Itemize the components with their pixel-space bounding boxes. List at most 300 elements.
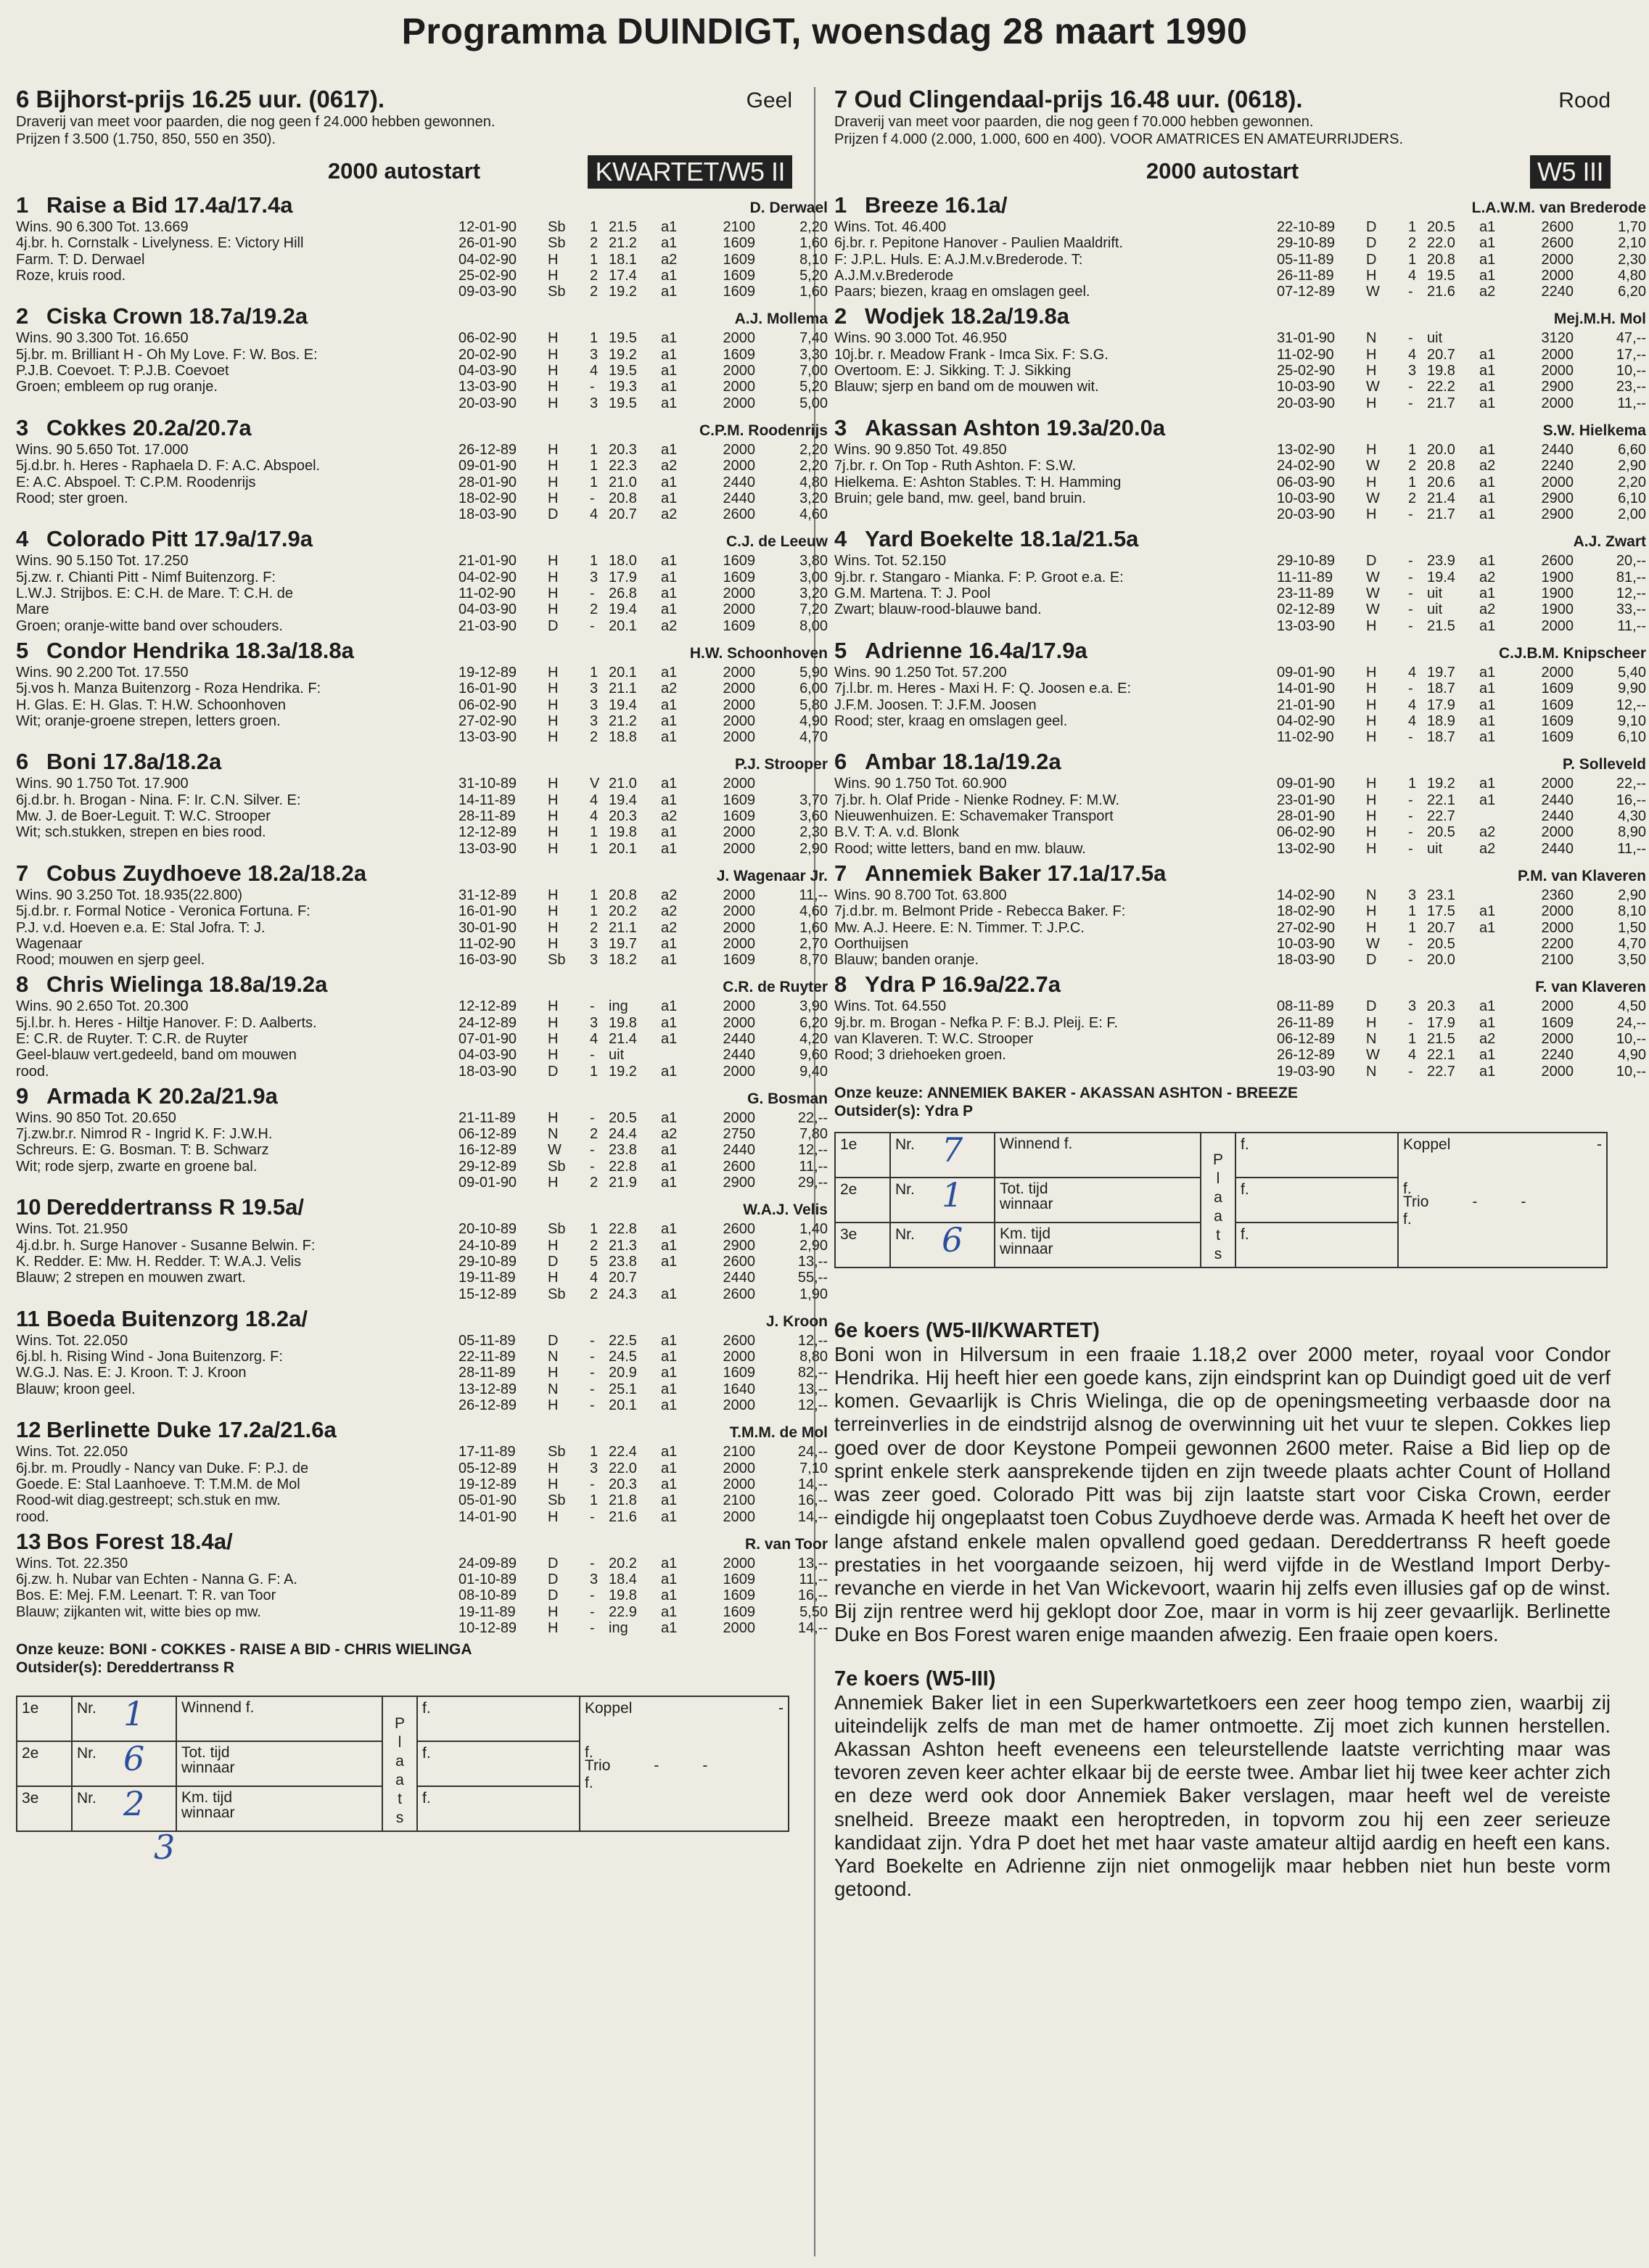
start-cell: a1	[1479, 474, 1496, 490]
horse-name: Ydra P 16.9a/22.7a	[865, 971, 1061, 998]
start-cell: H	[1366, 808, 1377, 825]
start-cell: 10-03-90	[1277, 379, 1336, 395]
horse-entry	[834, 748, 1646, 857]
horse-entry	[16, 1416, 828, 1525]
horse-info	[834, 525, 1277, 633]
start-row	[1277, 729, 1646, 745]
horse-info	[16, 303, 458, 411]
start-cell: 21.2	[609, 712, 637, 729]
start-cell: 15-12-89	[458, 1286, 517, 1302]
start-row	[1277, 490, 1646, 506]
start-cell: 20.7	[1427, 346, 1455, 363]
horse-name: Condor Hendrika 18.3a/18.8a	[46, 637, 354, 663]
start-cell: 2900	[723, 1237, 755, 1254]
start-cell: 19.8	[609, 824, 637, 841]
start-cell: a1	[1479, 219, 1496, 235]
start-cell: 20.2	[609, 903, 637, 920]
horse-entry	[16, 1193, 828, 1302]
bet-type-badge: KWARTET/W5 II	[588, 155, 792, 189]
start-cell: 20.3	[609, 808, 637, 825]
horse-detail: Rood; ster groen.	[16, 490, 128, 506]
trio-dash: -	[1472, 1193, 1478, 1210]
start-cell: a1	[661, 1620, 678, 1636]
trainer-name: G. Bosman	[747, 1090, 828, 1107]
trio-line	[1403, 1193, 1602, 1211]
start-cell: a1	[661, 395, 678, 411]
horse-entry	[834, 303, 1646, 411]
start-cell: 19.8	[609, 1014, 637, 1031]
start-cell: 1	[590, 1221, 599, 1238]
start-type: 2000 autostart	[327, 158, 481, 184]
start-cell: a1	[661, 792, 678, 808]
race-description: Draverij van meet voor paarden, die nog geen f 70.000 hebben gewonnen.	[834, 114, 1314, 130]
start-cell: -	[590, 1555, 595, 1571]
start-cell: D	[1366, 235, 1377, 252]
start-cell: 1609	[723, 553, 755, 570]
handwritten-extra: 3	[154, 1828, 176, 1868]
trainer-name: C.J. de Leeuw	[725, 533, 828, 551]
start-cell: 20.7	[609, 506, 637, 523]
start-cell: 2600	[723, 1221, 755, 1238]
start-row	[1277, 506, 1646, 522]
horse-detail: 9j.br. m. Brogan - Nefka P. F: B.J. Pleij. E: F.	[834, 1014, 1118, 1031]
start-cell: -	[1408, 1063, 1413, 1080]
start-cell: H	[1366, 474, 1377, 490]
result-desc-line: Winnend f.	[181, 1699, 255, 1717]
start-cell: 2000	[723, 776, 755, 792]
start-row	[1277, 601, 1646, 617]
horse-name: Cobus Zuydhoeve 18.2a/18.2a	[46, 860, 367, 886]
start-header	[834, 152, 1611, 189]
start-cell: 1609	[1541, 729, 1574, 746]
start-cell: 1,40	[799, 1221, 828, 1238]
start-cell: 1	[590, 840, 599, 857]
start-row	[458, 506, 828, 522]
start-cell: 16-03-90	[458, 952, 517, 969]
start-cell: H	[548, 1175, 559, 1191]
f-label: f.	[422, 1700, 431, 1717]
start-cell: -	[1408, 553, 1413, 570]
start-cell: 11,--	[1617, 395, 1646, 411]
start-cell: 22.9	[609, 1603, 637, 1620]
trio-line	[585, 1757, 784, 1775]
result-table	[16, 1696, 789, 1832]
start-cell: 05-11-89	[1277, 251, 1334, 268]
start-cell: a1	[661, 1587, 678, 1604]
horse-detail: Oorthuijsen	[834, 935, 909, 952]
horse-name: Bos Forest 18.4a/	[46, 1528, 233, 1554]
horse-name: Breeze 16.1a/	[865, 192, 1008, 218]
start-cell: 2000	[723, 840, 755, 857]
start-cell: 18.4	[609, 1571, 637, 1588]
start-cell: 4	[590, 363, 599, 379]
start-cell: -	[1408, 395, 1413, 411]
start-cell: 23,--	[1616, 379, 1646, 395]
horse-info	[16, 1305, 458, 1413]
koppel-dash: -	[1597, 1135, 1602, 1153]
f-label: f.	[1241, 1225, 1249, 1243]
report-text: Annemiek Baker liet in een Superkwartetkoers een zeer hoog tempo zien, waarbij zij uiteindelijk zelfs de man met de hamer ontmoette. Zij moet zich kunnen herstellen. Akassan Ashton heeft eveneens een teleurstellende laatste verrichting maar was tevoren zeven keer achter elkaar bij de eerste twee. Ambar liet hij twee keer achter zich en deze werd ook door Annemiek Baker verslagen, maar heeft wel de vereiste snelheid. Breeze maakt een heroptreden, in topvorm zou hij een zeer serieuze kandidaat zijn. Ydra P doet het met haar vaste amateur altijd aardig en heeft een kans. Yard Boekelte en Adrienne zijn niet onmogelijk maar hebben niet hun beste vorm getoond.	[834, 1690, 1611, 1901]
start-row	[1277, 586, 1646, 601]
trainer-name: A.J. Zwart	[1573, 533, 1646, 551]
start-cell: 2,10	[1618, 235, 1646, 252]
start-cell: a1	[1479, 586, 1496, 602]
start-cell: H	[1366, 617, 1377, 634]
start-cell: 12-01-90	[458, 219, 517, 235]
start-cell: uit	[1427, 586, 1443, 602]
start-cell: 10-03-90	[1277, 490, 1336, 506]
start-cell: -	[590, 1397, 595, 1414]
start-cell: H	[1366, 697, 1377, 713]
start-row	[458, 235, 828, 251]
start-row	[458, 490, 828, 506]
start-cell: 19-11-89	[458, 1603, 516, 1620]
start-cell: H	[548, 1109, 559, 1126]
start-cell: 18-02-90	[458, 490, 517, 506]
start-cell: 01-10-89	[458, 1571, 517, 1588]
start-cell: 12,--	[797, 1397, 828, 1414]
start-cell: -	[1408, 935, 1413, 952]
horse-number: 8	[834, 971, 847, 998]
start-cell: 3120	[1541, 330, 1574, 347]
horse-detail: 7j.zw.br.r. Nimrod R - Ingrid K. F: J.W.H.	[16, 1126, 273, 1143]
horse-entry	[834, 525, 1646, 634]
place-label: 1e	[835, 1133, 890, 1178]
start-row	[458, 776, 828, 792]
start-cell: 13-03-90	[458, 379, 517, 395]
start-cell: 9,10	[1618, 712, 1646, 729]
start-cell: 16-12-89	[458, 1142, 517, 1159]
start-cell: a2	[661, 617, 678, 634]
start-cell: H	[548, 681, 559, 697]
start-cell: H	[548, 903, 559, 920]
start-cell: 22,--	[1616, 776, 1646, 792]
start-cell: 02-12-89	[1277, 601, 1336, 618]
start-cell: 4	[1408, 267, 1417, 284]
start-cell: 19-12-89	[458, 664, 517, 681]
start-cell: 29-10-89	[1277, 235, 1336, 252]
start-cell: 2,90	[1618, 458, 1646, 474]
start-cell: a1	[1479, 363, 1496, 379]
start-row	[458, 936, 828, 952]
f-label: f.	[422, 1745, 431, 1762]
start-cell: a1	[661, 569, 678, 586]
koppel-dash: -	[778, 1700, 784, 1717]
start-cell: 1609	[723, 569, 755, 586]
start-cell: 2000	[1541, 664, 1574, 681]
horse-info	[16, 971, 458, 1079]
start-cell: 4	[590, 1030, 599, 1047]
start-cell: 2000	[723, 1476, 755, 1492]
start-cell: H	[548, 1030, 559, 1047]
start-cell: D	[548, 1063, 559, 1080]
start-cell: a2	[1479, 601, 1496, 618]
start-cell: 17.9	[1427, 697, 1455, 713]
recent-starts	[458, 1193, 828, 1302]
horse-detail: 6j.zw. h. Nubar van Echten - Nanna G. F: A.	[16, 1571, 297, 1588]
start-cell: 1609	[723, 1365, 755, 1381]
start-cell: 26.8	[609, 586, 637, 602]
start-cell: 33,--	[1616, 601, 1646, 618]
plaats-amount	[417, 1741, 580, 1786]
horse-detail: Wins. 90 9.850 Tot. 49.850	[834, 441, 1007, 458]
start-row	[1277, 553, 1646, 569]
start-cell	[755, 776, 828, 792]
start-cell: a1	[1479, 681, 1496, 697]
start-cell: 2,90	[799, 1237, 828, 1254]
start-cell: 20-03-90	[1277, 395, 1336, 411]
start-cell: 20.3	[1427, 998, 1455, 1015]
start-cell: H	[548, 808, 559, 825]
start-row	[458, 379, 828, 395]
start-cell: -	[1408, 586, 1413, 602]
result-table	[834, 1132, 1608, 1268]
start-cell: a1	[661, 379, 678, 395]
f-label: f.	[1241, 1180, 1249, 1198]
start-cell: W	[548, 1142, 562, 1159]
start-cell: 2000	[723, 395, 755, 411]
horse-detail: Wins. Tot. 46.400	[834, 219, 947, 235]
start-cell: 20.8	[1427, 251, 1455, 268]
horse-detail: H. Glas. E: H. Glas. T: H.W. Schoonhoven	[16, 697, 287, 713]
start-cell: a1	[1479, 712, 1496, 729]
horse-detail: 10j.br. r. Meadow Frank - Imca Six. F: S.G.	[834, 346, 1109, 363]
start-cell: a1	[661, 1476, 678, 1492]
start-cell: D	[548, 1253, 559, 1270]
start-cell: 21.3	[609, 1237, 637, 1254]
horse-detail: 5j.br. m. Brilliant H - Oh My Love. F: W. Bos. E:	[16, 346, 318, 363]
start-cell: 31-01-90	[1277, 330, 1336, 347]
trainer-name: P. Solleveld	[1562, 756, 1646, 773]
horse-detail: Wins. 90 1.250 Tot. 57.200	[834, 664, 1007, 681]
recent-starts	[458, 971, 828, 1079]
start-cell: 1	[590, 330, 599, 347]
start-cell: 19.2	[609, 284, 637, 300]
start-cell: 2900	[1541, 490, 1574, 506]
start-cell: 29-12-89	[458, 1158, 517, 1175]
start-row	[1277, 379, 1646, 395]
start-cell: a1	[1479, 792, 1496, 808]
start-cell: 1609	[1541, 697, 1574, 713]
start-cell: a1	[661, 776, 678, 792]
start-row	[458, 586, 828, 601]
start-cell: 20.2	[609, 1555, 637, 1571]
start-cell: 20.1	[609, 617, 637, 634]
start-cell: -	[590, 1476, 595, 1492]
start-cell: a2	[661, 1126, 678, 1143]
start-cell: H	[548, 458, 559, 474]
start-cell: 20.5	[1427, 935, 1455, 952]
start-row	[458, 1492, 828, 1508]
horse-name: Cokkes 20.2a/20.7a	[46, 414, 252, 440]
start-cell: -	[590, 1047, 595, 1064]
start-cell: 47,--	[1616, 330, 1646, 347]
horse-name: Colorado Pitt 17.9a/17.9a	[46, 526, 313, 552]
start-row	[458, 887, 828, 903]
start-cell: a1	[661, 586, 678, 602]
horse-info	[834, 971, 1277, 1079]
start-cell: 24-09-89	[458, 1555, 517, 1571]
start-cell: 11-02-90	[1277, 729, 1334, 746]
start-cell: a1	[1479, 776, 1496, 792]
start-cell: 06-02-90	[458, 697, 517, 713]
start-cell: 28-11-89	[458, 808, 516, 825]
start-cell: H	[548, 363, 559, 379]
trio-dash: -	[1521, 1193, 1526, 1210]
start-row	[458, 268, 828, 284]
result-desc	[176, 1786, 382, 1831]
horse-detail: Blauw; kroon geel.	[16, 1381, 136, 1397]
nr-label: Nr.	[895, 1135, 915, 1153]
result-desc-line: winnaar	[1000, 1195, 1053, 1212]
start-cell: 2600	[1541, 219, 1574, 235]
start-cell: -	[1408, 824, 1413, 841]
start-cell: 12,--	[797, 1332, 828, 1349]
start-cell: a1	[661, 952, 678, 969]
start-cell: 2000	[723, 441, 755, 458]
start-cell: 1,70	[1618, 219, 1646, 235]
horse-name-line	[16, 1416, 458, 1444]
start-cell: 2100	[723, 1492, 755, 1509]
start-row	[458, 1333, 828, 1349]
horse-info	[16, 1082, 458, 1191]
plaats-amount	[417, 1696, 580, 1741]
plaats-amount	[417, 1786, 580, 1831]
start-row	[458, 729, 828, 745]
start-cell: 06-02-90	[1277, 824, 1336, 841]
horse-number: 11	[16, 1305, 40, 1331]
start-row	[1277, 252, 1646, 268]
race-color: Rood	[1558, 89, 1611, 112]
start-cell: 4	[1408, 697, 1417, 713]
start-cell: 81,--	[1616, 569, 1646, 586]
start-cell: H	[1366, 346, 1377, 363]
trainer-name: A.J. Mollema	[734, 311, 828, 328]
start-cell: 04-02-90	[458, 569, 517, 586]
start-cell: 7,40	[799, 330, 828, 347]
start-cell: 11-02-90	[1277, 346, 1334, 363]
start-cell: 18.7	[1427, 729, 1455, 746]
start-cell: 30-01-90	[458, 919, 517, 936]
horse-entry	[16, 637, 828, 746]
start-cell: 8,70	[799, 952, 828, 969]
start-row	[458, 1509, 828, 1525]
start-row	[458, 1015, 828, 1031]
start-row	[1277, 952, 1646, 968]
start-cell: 28-01-90	[458, 474, 517, 490]
start-cell: 13,--	[797, 1555, 828, 1571]
trainer-name: J. Wagenaar Jr.	[716, 867, 828, 884]
handwritten-number: 1	[942, 1175, 963, 1215]
start-cell: a1	[661, 235, 678, 252]
start-cell: 2000	[723, 1109, 755, 1126]
horse-info	[834, 637, 1277, 745]
plaats-amount	[1235, 1178, 1398, 1223]
start-cell: 55,--	[797, 1270, 828, 1286]
start-cell: 19.8	[609, 1587, 637, 1604]
start-row	[458, 952, 828, 968]
recent-starts	[458, 303, 828, 411]
start-cell: 31-10-89	[458, 776, 517, 792]
horse-name: Akassan Ashton 19.3a/20.0a	[865, 414, 1166, 440]
start-cell: H	[548, 712, 559, 729]
start-cell: 4	[590, 792, 599, 808]
horse-info	[16, 192, 458, 300]
start-cell: H	[1366, 840, 1377, 857]
start-cell: a2	[661, 808, 678, 825]
horse-name-line	[834, 971, 1277, 998]
start-cell: 21.0	[609, 776, 637, 792]
start-cell: a1	[661, 935, 678, 952]
start-cell: 3	[1408, 363, 1417, 379]
start-cell: 26-11-89	[1277, 267, 1334, 284]
start-cell: a1	[661, 1142, 678, 1159]
start-cell: a1	[661, 1460, 678, 1476]
start-cell: 06-12-89	[1277, 1030, 1336, 1047]
horse-detail: Wins. 90 2.200 Tot. 17.550	[16, 664, 189, 681]
start-cell: a1	[661, 267, 678, 284]
horse-number: 12	[16, 1417, 41, 1443]
start-cell: 19.2	[1427, 776, 1455, 792]
start-cell: 8,10	[799, 251, 828, 268]
start-row	[1277, 665, 1646, 681]
start-cell: H	[548, 664, 559, 681]
start-cell: H	[548, 267, 559, 284]
start-cell: 13-03-90	[458, 840, 517, 857]
start-cell: H	[548, 251, 559, 268]
handwritten-number: 2	[123, 1784, 145, 1824]
start-cell: 5,00	[799, 395, 828, 411]
start-cell: 2000	[723, 887, 755, 903]
koppel-line	[585, 1700, 784, 1717]
plaats-amount	[1235, 1133, 1398, 1178]
handwritten-number: 6	[123, 1739, 145, 1779]
start-cell: 1	[590, 903, 599, 920]
start-row	[458, 1142, 828, 1158]
horse-number: 9	[16, 1082, 29, 1109]
recent-starts	[1277, 192, 1646, 300]
start-cell: 1609	[723, 952, 755, 969]
horse-detail: Rood; 3 driehoeken groen.	[834, 1047, 1006, 1064]
start-row	[458, 824, 828, 840]
race-header	[16, 86, 792, 113]
start-cell: 2000	[723, 903, 755, 920]
trio-label: Trio	[585, 1757, 611, 1775]
horse-entry	[16, 860, 828, 969]
start-cell: H	[548, 840, 559, 857]
start-cell: a2	[1479, 1030, 1496, 1047]
start-cell: a1	[661, 1221, 678, 1238]
start-row	[458, 1381, 828, 1397]
start-cell: 14-01-90	[1277, 681, 1336, 697]
start-row	[458, 1397, 828, 1413]
start-cell: H	[548, 441, 559, 458]
start-row	[1277, 284, 1646, 300]
start-row	[1277, 903, 1646, 919]
start-cell: 17,--	[1616, 346, 1646, 363]
horse-info	[16, 1528, 458, 1636]
start-cell: 20-10-89	[458, 1221, 517, 1238]
start-cell: 2900	[1541, 506, 1574, 523]
start-row	[1277, 1015, 1646, 1031]
horse-detail: 7j.br. r. On Top - Ruth Ashton. F: S.W.	[834, 458, 1077, 474]
start-cell: D	[548, 1571, 559, 1588]
our-choice: Onze keuze: ANNEMIEK BAKER - AKASSAN ASHTON - BREEZE	[834, 1084, 1299, 1101]
horse-entry	[834, 971, 1646, 1080]
start-cell: 2000	[1541, 776, 1574, 792]
start-cell: 23-11-89	[1277, 586, 1334, 602]
start-cell: 14-11-89	[458, 792, 516, 808]
